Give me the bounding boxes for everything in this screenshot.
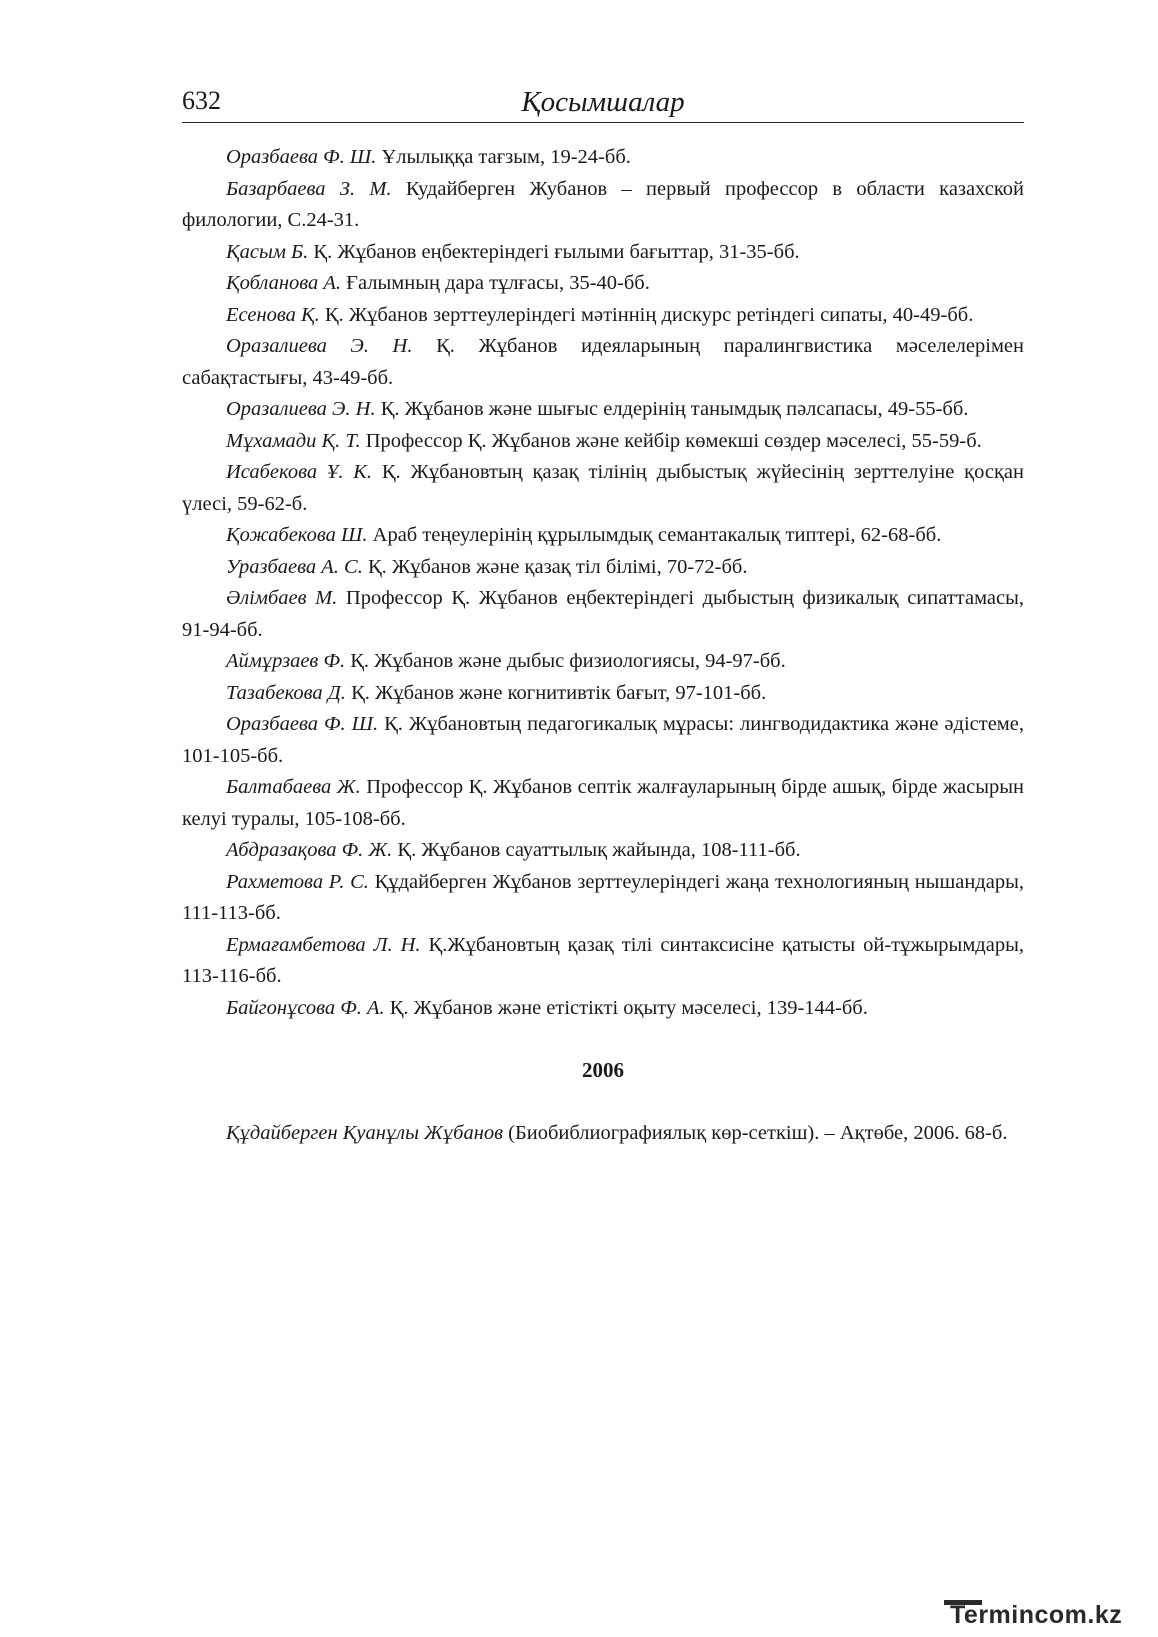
watermark-text: Termincom.kz xyxy=(950,1601,1123,1629)
entry-text: Қ. Жұбанов және когнитивтік бағыт, 97-101-бб. xyxy=(345,681,767,704)
entry-text: Қ. Жұбановтың педагогикалық мұрасы: лингводидактика және әдістеме, 101-105-бб. xyxy=(182,713,1024,767)
entry-author: Әлімбаев М. xyxy=(226,587,338,609)
entry-author: Құдайберген Қуанұлы Жұбанов xyxy=(226,1121,504,1144)
entry-author: Базарбаева З. М. xyxy=(226,177,392,200)
bibliography-entry xyxy=(182,237,1024,269)
entry-text: Құдайберген Жұбанов зерттеулеріндегі жаңа технологияның нышандары, 111-113-бб. xyxy=(182,870,1024,924)
bibliography-entry xyxy=(182,993,1024,1025)
entry-author: Мұхамади Қ. Т. xyxy=(226,429,361,452)
entry-text: Қ. Жұбанов идеяларының паралингвистика мәселелерімен сабақтастығы, 43-49-бб. xyxy=(182,335,1024,389)
bibliography-entry xyxy=(182,1118,1024,1150)
entry-text: Қ.Жұбановтың қазақ тілі синтаксисіне қатысты ой-тұжырымдары, 113-116-бб. xyxy=(182,933,1024,987)
bibliography-entry xyxy=(182,552,1024,584)
bibliography-entry xyxy=(182,174,1024,237)
entry-author: Тазабекова Д. xyxy=(226,681,346,704)
entry-author: Уразбаева А. С. xyxy=(226,555,363,578)
entry-author: Қобланова А. xyxy=(226,272,342,294)
entry-text: Қ. Жұбанов және қазақ тіл білімі, 70-72-бб. xyxy=(362,555,748,578)
entry-text: Ұлылыққа тағзым, 19-24-бб. xyxy=(376,146,631,168)
bibliography-entry xyxy=(182,457,1024,520)
bibliography-entry xyxy=(182,930,1024,993)
entry-author: Абдразақова Ф. Ж. xyxy=(226,839,393,861)
bibliography-entry xyxy=(182,646,1024,678)
entry-text: Профессор Қ. Жұбанов еңбектеріндегі дыбыстың физикалық сипаттамасы, 91-94-бб. xyxy=(182,587,1024,641)
entry-author: Рахметова Р. С. xyxy=(226,870,369,893)
site-watermark xyxy=(944,1600,1139,1630)
entry-author: Балтабаева Ж. xyxy=(226,776,361,798)
entry-text: Қ. Жұбанов және дыбыс физиологиясы, 94-97-бб. xyxy=(345,650,786,672)
entry-text: (Биобиблиографиялық көр-сеткіш). – Ақтөбе, 2006. 68-б. xyxy=(503,1121,1008,1144)
bibliography-entry xyxy=(182,678,1024,710)
bibliography-entry xyxy=(182,772,1024,835)
entry-text: Профессор Қ. Жұбанов септік жалғауларының бірде ашық, бірде жасырын келуі туралы, 105-108-бб. xyxy=(182,776,1025,830)
bibliography-entry xyxy=(182,268,1024,300)
entry-text: Қ. Жұбанов еңбектеріндегі ғылыми бағыттар, 31-35-бб. xyxy=(308,240,800,263)
entry-author: Оразалиева Э. Н. xyxy=(226,335,413,357)
bibliography-entry xyxy=(182,583,1024,646)
entry-author: Байгонұсова Ф. А. xyxy=(226,996,385,1019)
entry-text: Қ. Жұбановтың қазақ тілінің дыбыстық жүйесінің зерттелуіне қосқан үлесі, 59-62-б. xyxy=(182,461,1024,515)
bibliography-entry xyxy=(182,709,1024,772)
bibliography-entry xyxy=(182,867,1024,930)
bibliography-entry xyxy=(182,426,1024,458)
bibliography-entry xyxy=(182,835,1024,867)
entry-text: Кудайберген Жубанов – первый профессор в области казахской филологии, С.24-31. xyxy=(182,177,1025,231)
entry-author: Оразалиева Э. Н. xyxy=(226,398,376,420)
bibliography-entry xyxy=(182,142,1024,174)
bibliography-entry xyxy=(182,300,1024,332)
bibliography-body xyxy=(182,142,1024,1149)
entry-text: Қ. Жұбанов және етістікті оқыту мәселесі, 139-144-бб. xyxy=(384,996,868,1019)
entry-author: Қожабекова Ш. xyxy=(226,524,368,546)
entry-text: Ғалымның дара тұлғасы, 35-40-бб. xyxy=(341,272,650,294)
entry-text: Қ. Жұбанов сауаттылық жайында, 108-111-бб. xyxy=(392,839,801,861)
entry-author: Оразбаева Ф. Ш. xyxy=(226,146,377,168)
entry-text: Қ. Жұбанов зерттеулеріндегі мәтіннің дискурс ретіндегі сипаты, 40-49-бб. xyxy=(319,303,974,326)
running-title: Қосымшалар xyxy=(521,86,685,118)
page-header xyxy=(182,84,1024,123)
entry-author: Ермағамбетова Л. Н. xyxy=(226,933,421,956)
entry-author: Аймұрзаев Ф. xyxy=(226,650,346,672)
bibliography-entry xyxy=(182,331,1024,394)
page-number: 632 xyxy=(182,86,221,115)
bibliography-entry xyxy=(182,520,1024,552)
entry-author: Исабекова Ұ. К. xyxy=(226,461,373,483)
entry-author: Қасым Б. xyxy=(226,240,309,263)
entry-text: Араб теңеулерінің құрылымдық семантакалық типтері, 62-68-бб. xyxy=(367,524,942,546)
entry-text: Профессор Қ. Жұбанов және кейбір көмекші сөздер мәселесі, 55-59-б. xyxy=(360,429,982,452)
entry-author: Оразбаева Ф. Ш. xyxy=(226,713,379,735)
year-heading: 2006 xyxy=(582,1058,624,1082)
entry-text: Қ. Жұбанов және шығыс елдерінің танымдық пәлсапасы, 49-55-бб. xyxy=(375,398,969,420)
entry-author: Есенова Қ. xyxy=(226,303,320,326)
bibliography-entry xyxy=(182,394,1024,426)
